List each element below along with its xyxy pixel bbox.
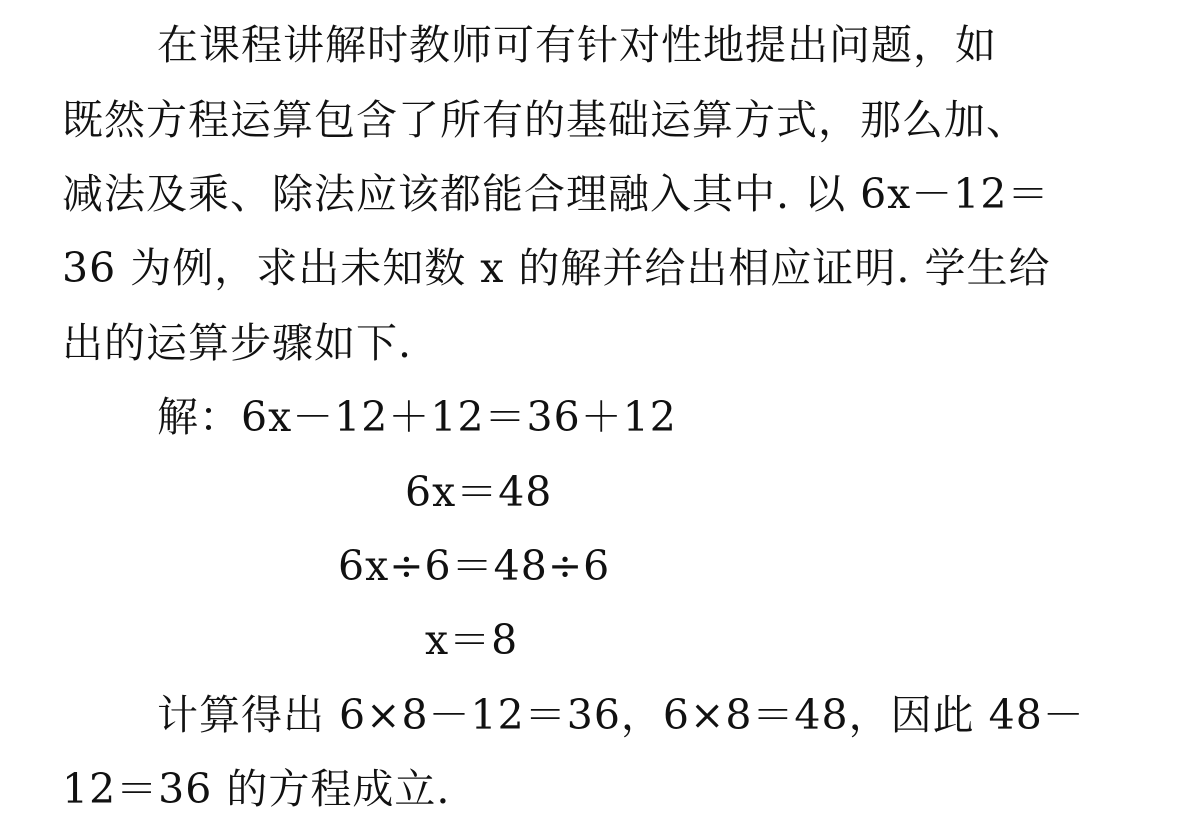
- solution-step-2: 6x＝48: [405, 468, 553, 516]
- paragraph-line-2: 既然方程运算包含了所有的基础运算方式，那么加、: [62, 96, 1028, 144]
- solution-step-4: x＝8: [425, 616, 519, 664]
- solution-step-3: 6x÷6＝48÷6: [338, 542, 611, 590]
- solution-step-1: 解：6x－12＋12＝36＋12: [157, 393, 677, 441]
- paragraph-line-4: 36 为例，求出未知数 x 的解并给出相应证明. 学生给: [62, 244, 1051, 292]
- conclusion-line-2: 12＝36 的方程成立.: [62, 765, 451, 813]
- paragraph-line-5: 出的运算步骤如下.: [62, 319, 413, 367]
- conclusion-line-1: 计算得出 6×8－12＝36，6×8＝48，因此 48－: [157, 691, 1085, 739]
- paragraph-line-1: 在课程讲解时教师可有针对性地提出问题，如: [157, 21, 997, 69]
- paragraph-line-3: 减法及乘、除法应该都能合理融入其中. 以 6x－12＝: [62, 170, 1050, 218]
